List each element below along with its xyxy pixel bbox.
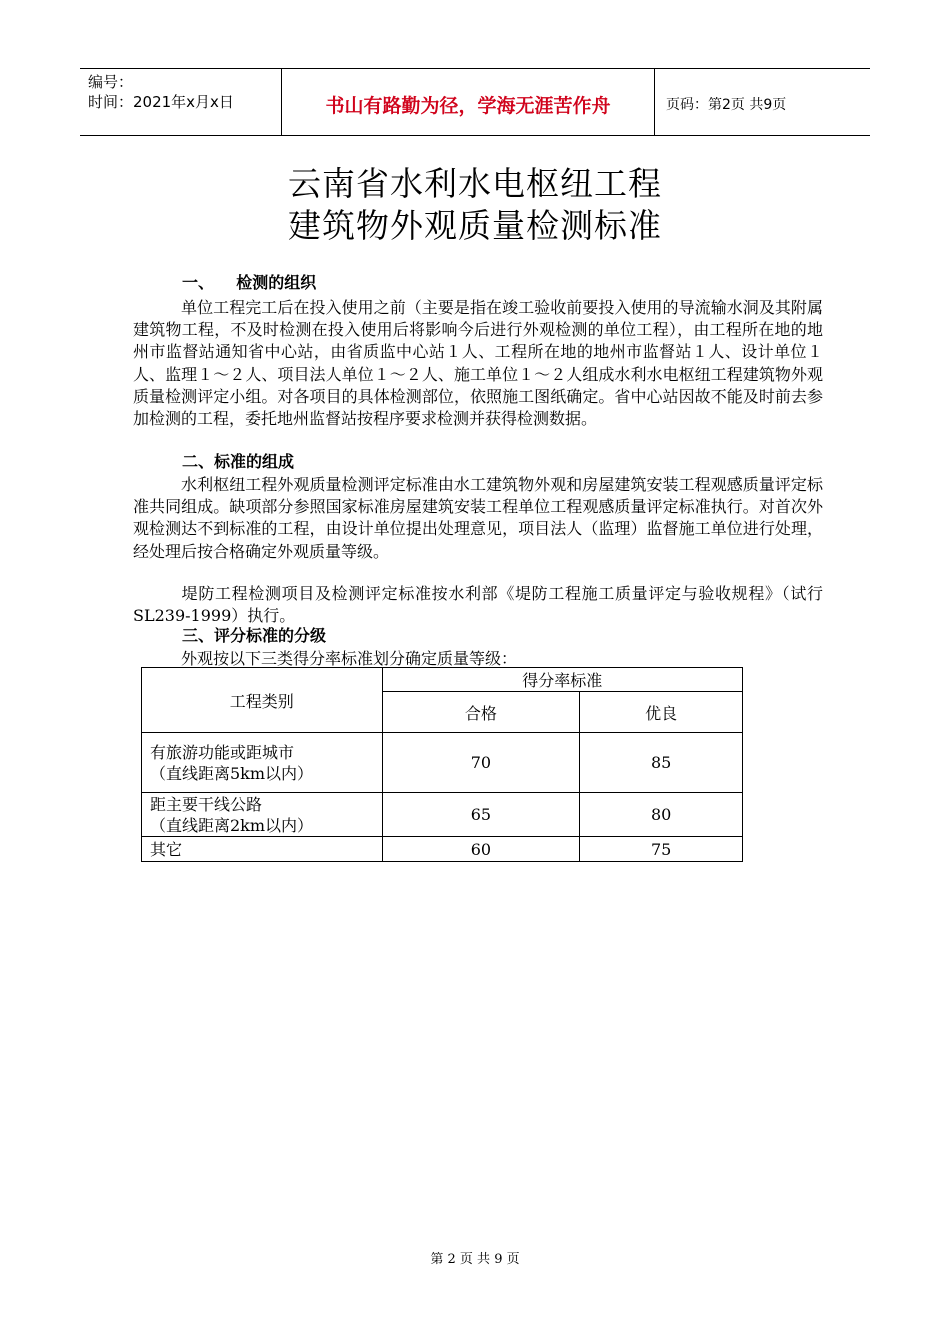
type-line: 有旅游功能或距城市 [150,742,295,762]
section-paragraph [133,583,823,627]
table-cell-type [142,837,383,862]
paragraph-text: 外观按以下三类得分率标准划分确定质量等级： [181,649,518,668]
header-divider [654,69,655,135]
doc-title-line2: 建筑物外观质量检测标准 [288,206,662,245]
grading-table [141,667,743,862]
section-paragraph [133,297,823,430]
type-line: 距主要干线公路 [150,794,263,814]
table-header-cell: 合格 [382,692,580,733]
section-heading-grading: 三、评分标准的分级 [182,626,327,645]
table-cell-good: 80 [580,793,743,837]
table-header-cell: 优良 [580,692,743,733]
page-footer: 第 2 页 共 9 页 [430,1252,520,1267]
section-heading-composition: 二、标准的组成 [182,452,295,471]
table-header-cell: 得分率标准 [382,668,742,692]
page-header [80,68,870,136]
doc-date-label: 时间：2021年x月x日 [88,93,234,111]
paragraph-text: 堤防工程检测项目及检测评定标准按水利部《堤防工程施工质量评定与验收规程》（试行SL239-1999）执行。 [133,584,823,626]
table-row [142,793,743,837]
table-row [142,837,743,862]
table-cell-good: 85 [580,733,743,793]
header-meta [88,72,234,112]
doc-number-label: 编号： [88,73,134,91]
table-cell-type [142,733,383,793]
paragraph-text: 水利枢纽工程外观质量检测评定标准由水工建筑物外观和房屋建筑安装工程观感质量评定标准共同组成。缺项部分参照国家标准房屋建筑安装工程单位工程观感质量评定标准执行。对首次外观检测达不到标准的工程，由设计单位提出处理意见，项目法人（监理）监督施工单位进行处理，经处理后按合格确定外观质量等级。 [133,475,823,561]
doc-title-line1: 云南省水利水电枢纽工程 [288,164,662,203]
table-cell-pass: 65 [382,793,580,837]
type-line: 其它 [150,839,183,859]
table-cell-good: 75 [580,837,743,862]
section-paragraph [133,474,823,563]
paragraph-text: 单位工程完工后在投入使用之前（主要是指在竣工验收前要投入使用的导流输水洞及其附属建筑物工程，不及时检测在投入使用后将影响今后进行外观检测的单位工程），由工程所在地的地州市监督站通知省中心站，由省质监中心站１人、工程所在地的地州市监督站１人、设计单位１人、监理１～２人、项目法人单位１～２人、施工单位１～２人组成水利水电枢纽工程建筑物外观质量检测评定小组。对各项目的具体检测部位，依照施工图纸确定。省中心站因故不能及时前去参加检测的工程，委托地州监督站按程序要求检测并获得检测数据。 [133,298,823,429]
table-row [142,733,743,793]
table-cell-pass: 60 [382,837,580,862]
header-page-label: 页码：第2页 共9页 [666,97,787,113]
table-header-row [142,668,743,692]
header-motto: 书山有路勤为径，学海无涯苦作舟 [325,95,611,117]
table-cell-type [142,793,383,837]
table-header-cell: 工程类别 [142,668,383,733]
section-heading-organization: 一、 检测的组织 [182,273,317,292]
table-cell-pass: 70 [382,733,580,793]
type-line: （直线距离2km以内） [150,815,314,835]
type-line: （直线距离5km以内） [150,763,314,783]
